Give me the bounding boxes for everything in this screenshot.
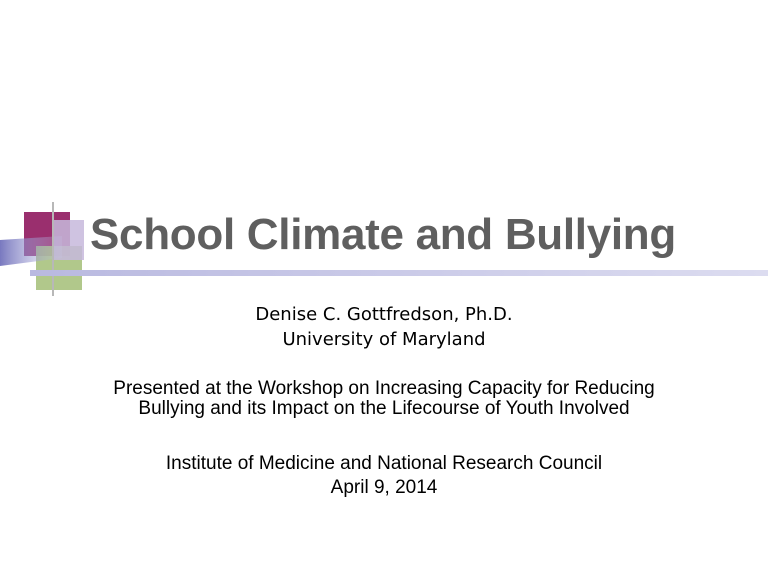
slide-title: School Climate and Bullying xyxy=(90,210,676,259)
author-name: Denise C. Gottfredson, Ph.D. xyxy=(255,304,513,325)
presentation-venue xyxy=(0,379,768,419)
presentation-date: April 9, 2014 xyxy=(330,477,438,498)
venue-line: Presented at the Workshop on Increasing Capacity for Reducing xyxy=(113,378,655,399)
vertical-divider-line xyxy=(52,202,54,296)
author-affiliation: University of Maryland xyxy=(282,329,486,350)
hosting-institution: Institute of Medicine and National Research Council xyxy=(165,453,603,474)
venue-line: Bullying and its Impact on the Lifecourse of Youth Involved xyxy=(138,398,630,419)
title-underline-rule xyxy=(30,270,768,276)
